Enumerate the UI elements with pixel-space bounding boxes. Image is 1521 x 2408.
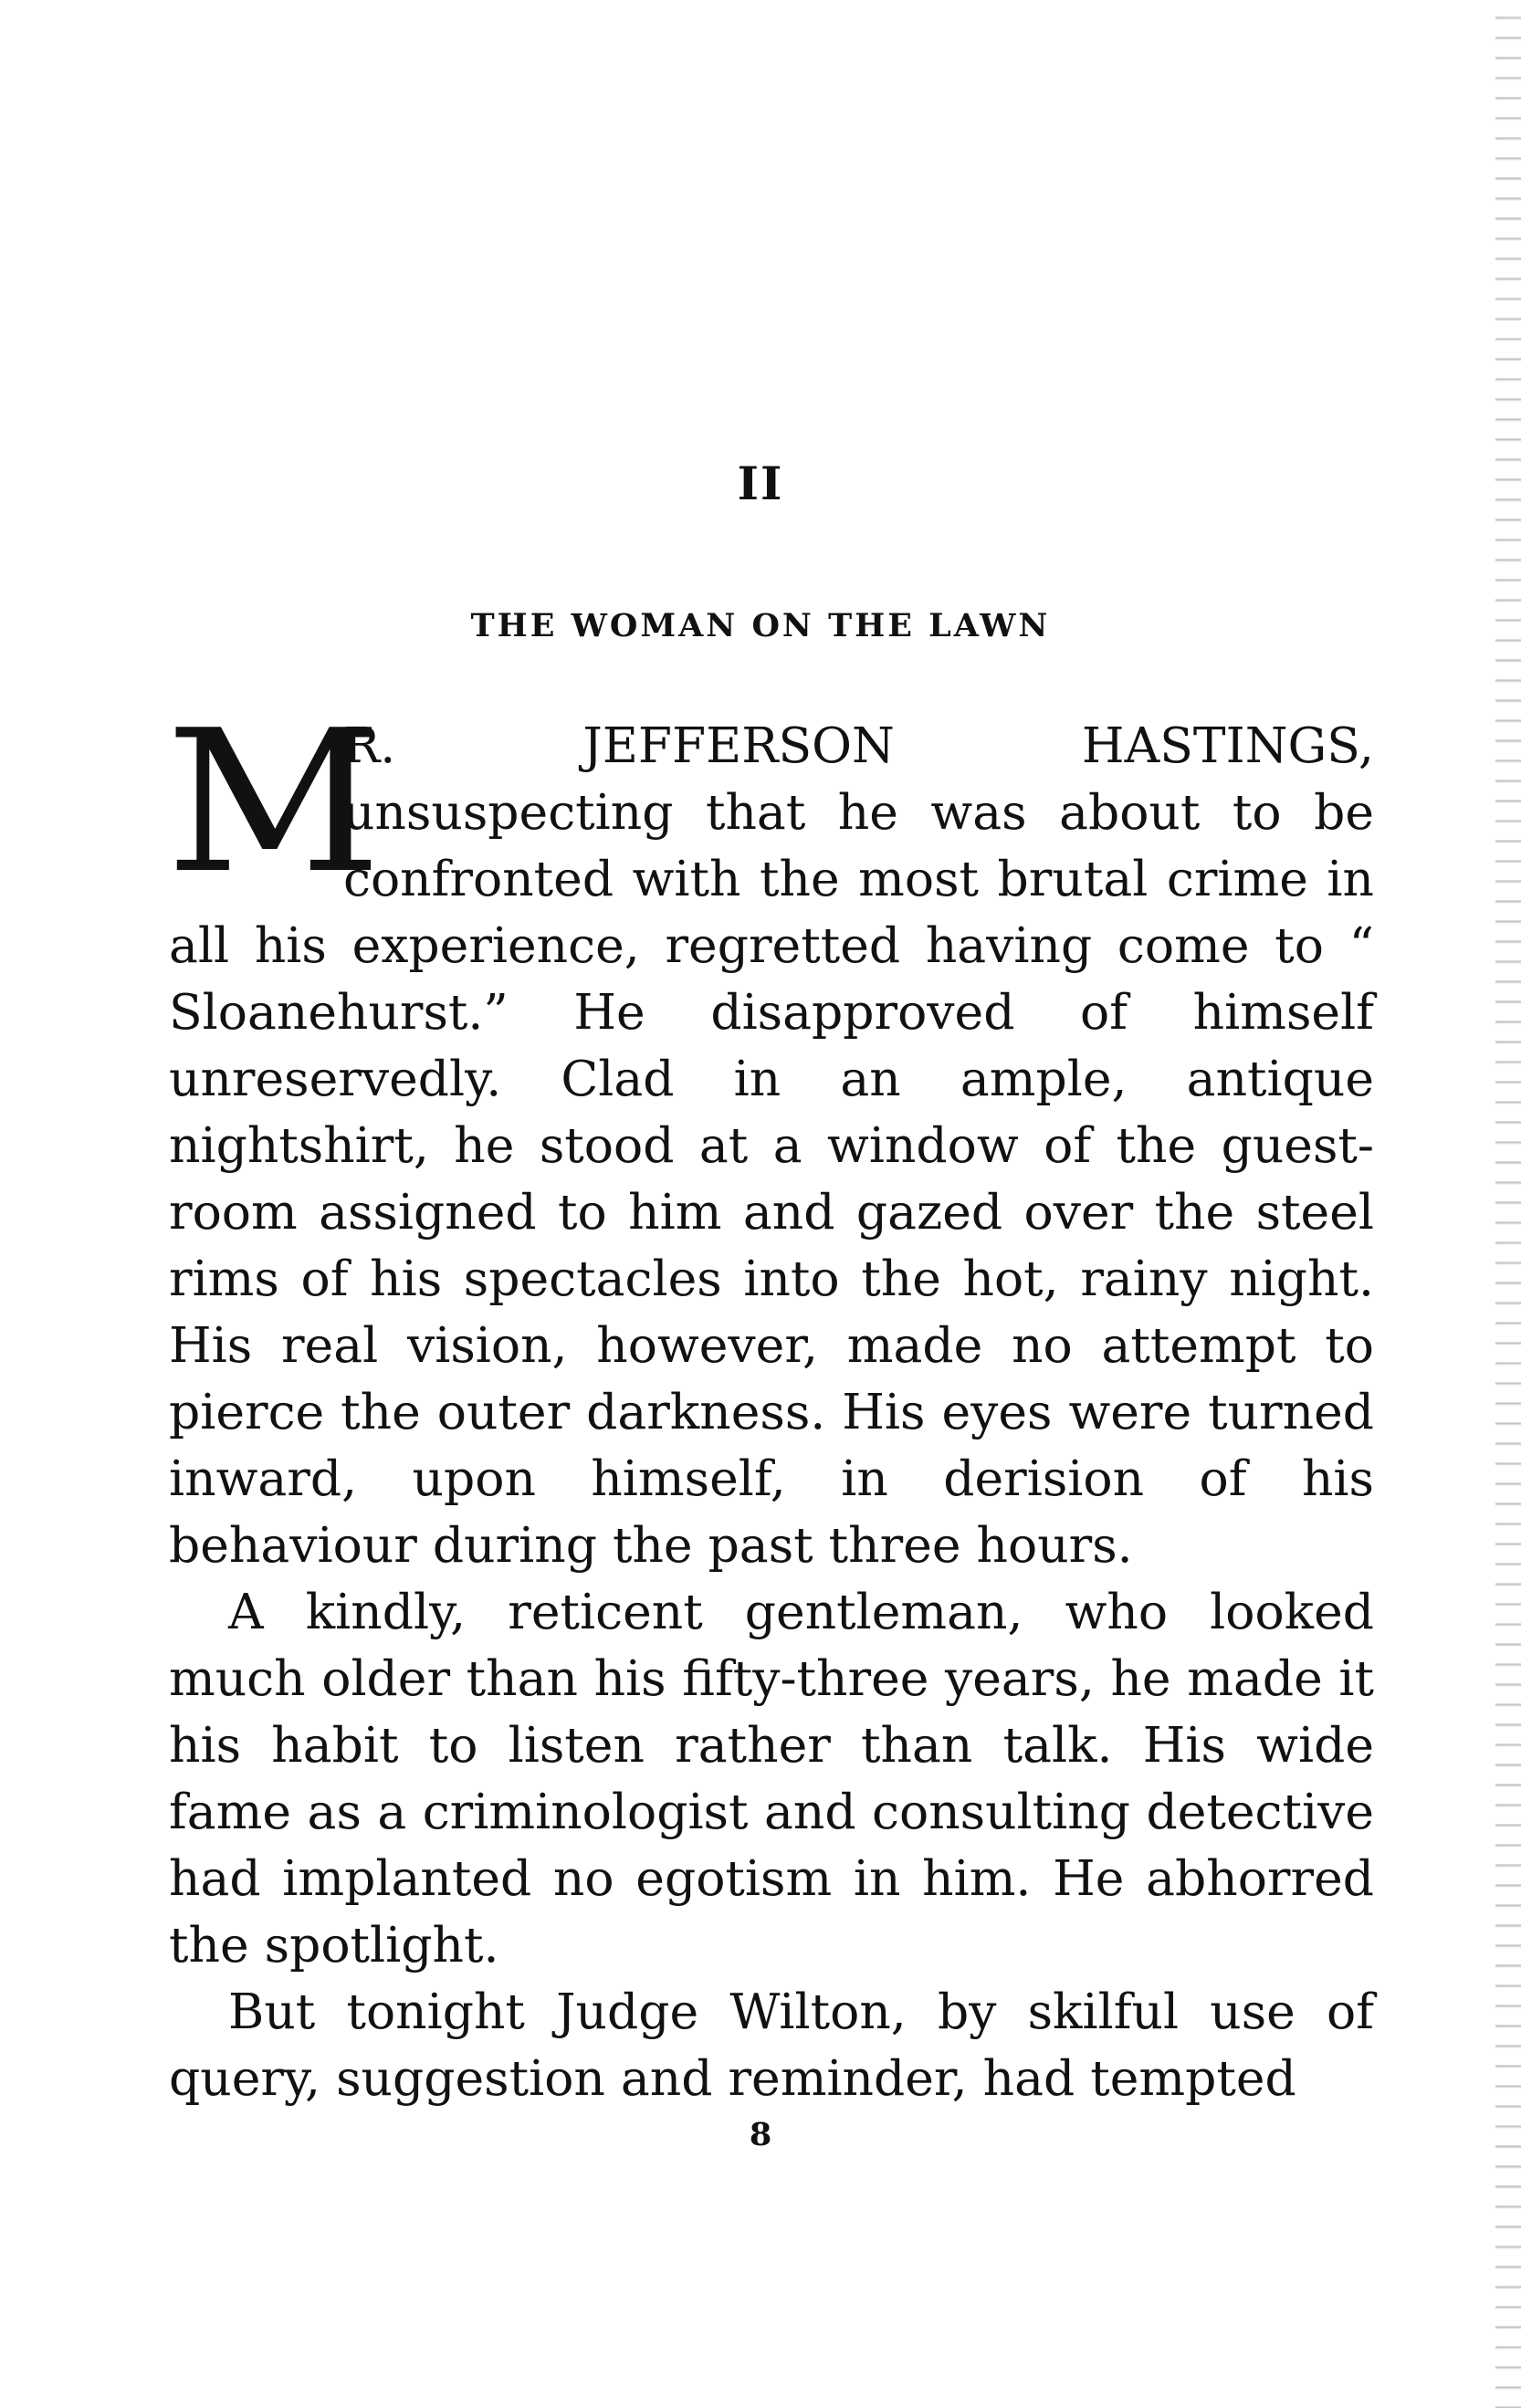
chapter-body <box>165 687 1374 2111</box>
paragraph-2: A kindly, reticent gentleman, who looked much older than his fifty-three years, he made it his habit to listen rather than talk. His wide fame as a criminologist and consulting detective had implanted no egotism in him. He abhorred the spotlight. <box>169 1583 1374 1974</box>
drop-cap: M <box>165 687 383 916</box>
page-number: 8 <box>749 2116 772 2153</box>
chapter-number: II <box>737 456 784 510</box>
paragraph-1-text: R. JEFFERSON HASTINGS, unsuspecting that he was about to be confronted with the most brutal crime in all his experience, regretted having come to “ Sloanehurst.” He disapproved of himself unreservedly. Clad in an ample, antique nightshirt, he stood at a window of the guest-room assigned to him and gazed over the steel rims of his spectacles into the hot, rainy night. His real vision, however, made no attempt to pierce the outer darkness. His eyes were turned inward, upon himself, in derision of his behaviour during the past three hours. <box>169 717 1374 1574</box>
chapter-title: THE WOMAN ON THE LAWN <box>470 607 1051 644</box>
scanned-page-edge <box>1495 0 1521 2408</box>
paragraph-3: But tonight Judge Wilton, by skilful use of query, suggestion and reminder, had tempted <box>169 1983 1374 2107</box>
paragraph-1 <box>165 687 1374 1578</box>
